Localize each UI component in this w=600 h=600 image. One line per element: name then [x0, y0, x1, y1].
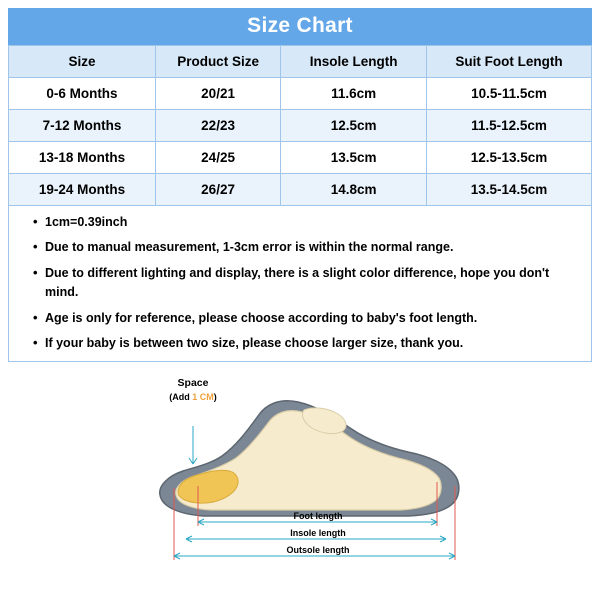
list-item: [19, 238, 581, 257]
cell-product-size: 20/21: [155, 78, 280, 110]
note-text: Age is only for reference, please choose according to baby's foot length.: [45, 310, 478, 325]
page-title: Size Chart: [8, 8, 592, 45]
bullet-icon: •: [33, 214, 38, 229]
space-sub-label: [169, 392, 217, 402]
foot-diagram-svg: [8, 364, 592, 569]
cell-insole-length: 13.5cm: [281, 142, 427, 174]
column-header-product-size: Product Size: [155, 46, 280, 78]
cell-suit-foot-length: 10.5-11.5cm: [427, 78, 592, 110]
list-item: [19, 334, 581, 353]
note-text: Due to manual measurement, 1-3cm error is within the normal range.: [45, 240, 454, 255]
bullet-icon: •: [33, 264, 38, 280]
notes-list: [8, 206, 592, 362]
cell-insole-length: 11.6cm: [281, 78, 427, 110]
cell-suit-foot-length: 11.5-12.5cm: [427, 110, 592, 142]
cell-suit-foot-length: 13.5-14.5cm: [427, 174, 592, 206]
bullet-icon: •: [33, 309, 38, 325]
table-header: [9, 46, 592, 78]
column-header-suit-foot-length: Suit Foot Length: [427, 46, 592, 78]
cell-insole-length: 12.5cm: [281, 110, 427, 142]
cell-insole-length: 14.8cm: [281, 174, 427, 206]
table-row: [9, 142, 592, 174]
table-row: [9, 78, 592, 110]
column-header-size: Size: [9, 46, 156, 78]
bullet-icon: •: [33, 239, 38, 255]
space-label: Space: [177, 377, 209, 390]
cell-product-size: 24/25: [155, 142, 280, 174]
list-item: [19, 309, 581, 328]
cell-product-size: 22/23: [155, 110, 280, 142]
table-row: [9, 110, 592, 142]
cell-product-size: 26/27: [155, 174, 280, 206]
space-sub-value: 1 CM: [192, 392, 214, 403]
table-body: [9, 78, 592, 206]
cell-suit-foot-length: 12.5-13.5cm: [427, 142, 592, 174]
cell-size: 0-6 Months: [9, 78, 156, 110]
cell-size: 19-24 Months: [9, 174, 156, 206]
space-sub-prefix: (Add: [169, 392, 193, 403]
space-sub-suffix: ): [213, 392, 217, 403]
table-header-row: [9, 46, 592, 78]
bullet-icon: •: [33, 334, 38, 350]
foot-length-label: Foot length: [293, 511, 343, 522]
size-chart-table: [8, 45, 592, 206]
note-text: If your baby is between two size, please choose larger size, thank you.: [45, 335, 464, 350]
note-text: Due to different lighting and display, there is a slight color difference, hope you don't mind.: [45, 265, 550, 300]
insole-length-label: Insole length: [290, 528, 346, 539]
outsole-length-label: Outsole length: [286, 545, 350, 556]
cell-size: 13-18 Months: [9, 142, 156, 174]
list-item: [19, 264, 581, 303]
note-text: 1cm=0.39inch: [45, 215, 128, 229]
cell-size: 7-12 Months: [9, 110, 156, 142]
table-row: [9, 174, 592, 206]
list-item: [19, 213, 581, 232]
foot-measurement-diagram: [8, 364, 592, 569]
column-header-insole-length: Insole Length: [281, 46, 427, 78]
